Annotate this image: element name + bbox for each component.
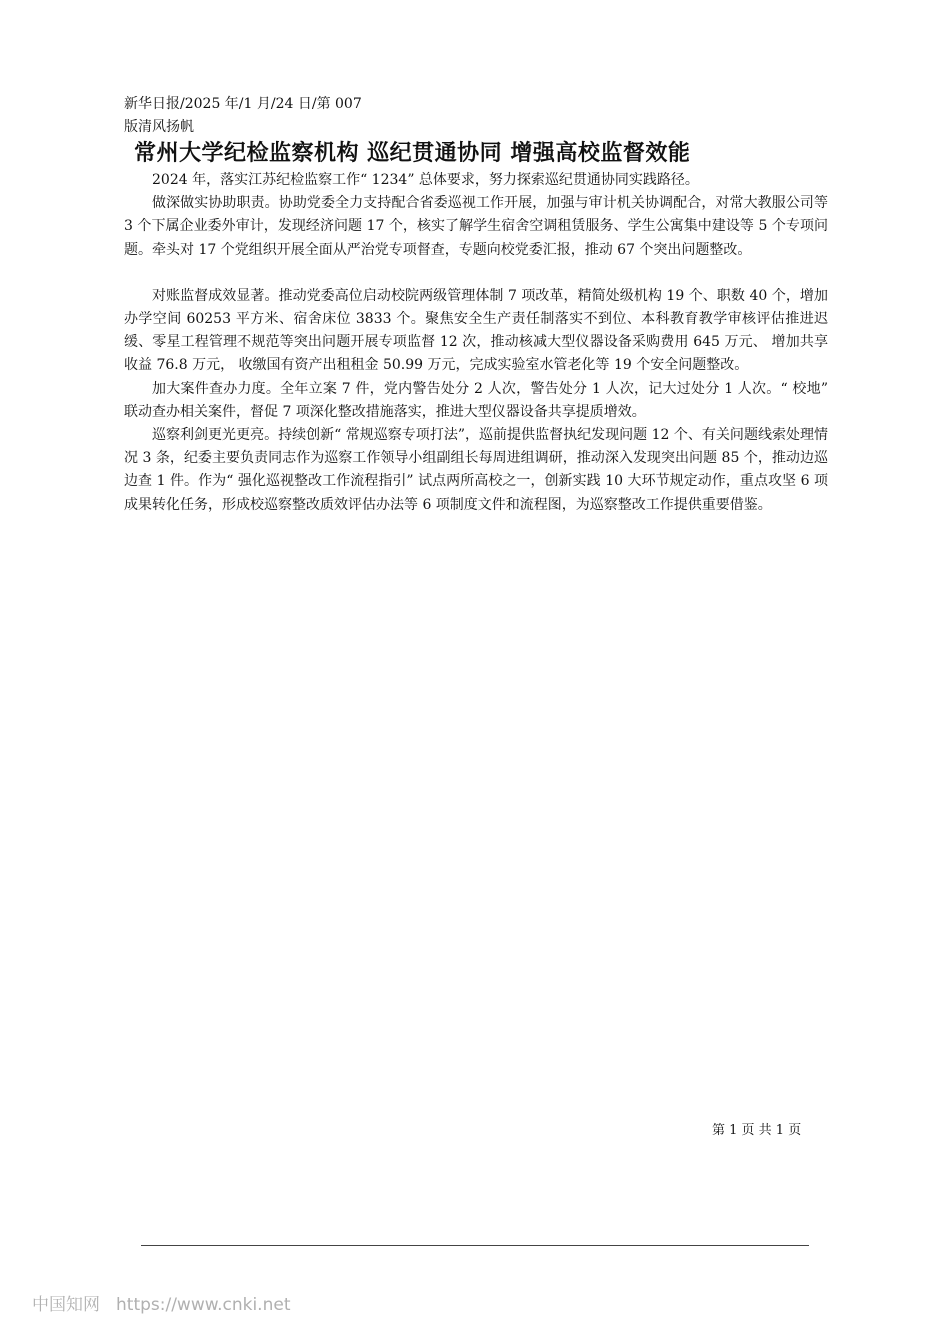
page-number: 第 1 页 共 1 页 xyxy=(712,1123,802,1138)
paragraph-case-handling: 加大案件查办力度。全年立案 7 件，党内警告处分 2 人次，警告处分 1 人次，记大过处分 1 人次。“ 校地” 联动查办相关案件，督促 7 项深化整改措施落实，推进大型仪器设备共享提质增效。 xyxy=(124,380,828,420)
footer-divider xyxy=(141,1245,809,1246)
source-line-continued: 版清风扬帆 xyxy=(124,119,194,135)
article-title: 常州大学纪检监察机构 巡纪贯通协同 增强高校监督效能 xyxy=(134,141,691,166)
watermark-name: 中国知网 xyxy=(32,1295,100,1315)
source-line: 新华日报/2025 年/1 月/24 日/第 007 xyxy=(124,96,362,112)
paragraph-supervision-results: 对账监督成效显著。推动党委高位启动校院两级管理体制 7 项改革，精简处级机构 19 个、职数 40 个，增加办学空间 60253 平方米、宿舍床位 3833 个。聚焦安全生产责任制落实不到位、本科教育教学审核评估推进迟缓、零星工程管理不规范等突出问题开展专项监督 12 次，推动核减大型仪器设备采购费用 645 万元、 增加共享收益 76.8 万元， 收缴国有资产出租租金 50.99 万元，完成实验室水管老化等 19 个安全问题整改。 xyxy=(124,287,828,374)
paragraph-assist-duties: 做深做实协助职责。协助党委全力支持配合省委巡视工作开展，加强与审计机关协调配合，对常大教服公司等 3 个下属企业委外审计，发现经济问题 17 个，核实了解学生宿舍空调租赁服务、学生公寓集中建设等 5 个专项问题。牵头对 17 个党组织开展全面从严治党专项督查，专题向校党委汇报，推动 67 个突出问题整改。 xyxy=(124,195,828,258)
cnki-watermark xyxy=(32,1293,290,1317)
paragraph-inspection: 巡察利剑更光更亮。持续创新“ 常规巡察专项打法”，巡前提供监督执纪发现问题 12 个、有关问题线索处理情况 3 条，纪委主要负责同志作为巡察工作领导小组副组长每周进组调研，推动深入发现突出问题 85 个，推动边巡边查 1 件。作为“ 强化巡视整改工作流程指引” 试点两所高校之一，创新实践 10 大环节规定动作，重点攻坚 6 项成果转化任务，形成校巡察整改质效评估办法等 6 项制度文件和流程图，为巡察整改工作提供重要借鉴。 xyxy=(124,427,828,513)
watermark-url: https://www.cnki.net xyxy=(116,1295,291,1315)
paragraph-intro: 2024 年，落实江苏纪检监察工作“ 1234” 总体要求，努力探索巡纪贯通协同实践路径。 xyxy=(152,172,699,188)
article-body xyxy=(124,169,828,517)
